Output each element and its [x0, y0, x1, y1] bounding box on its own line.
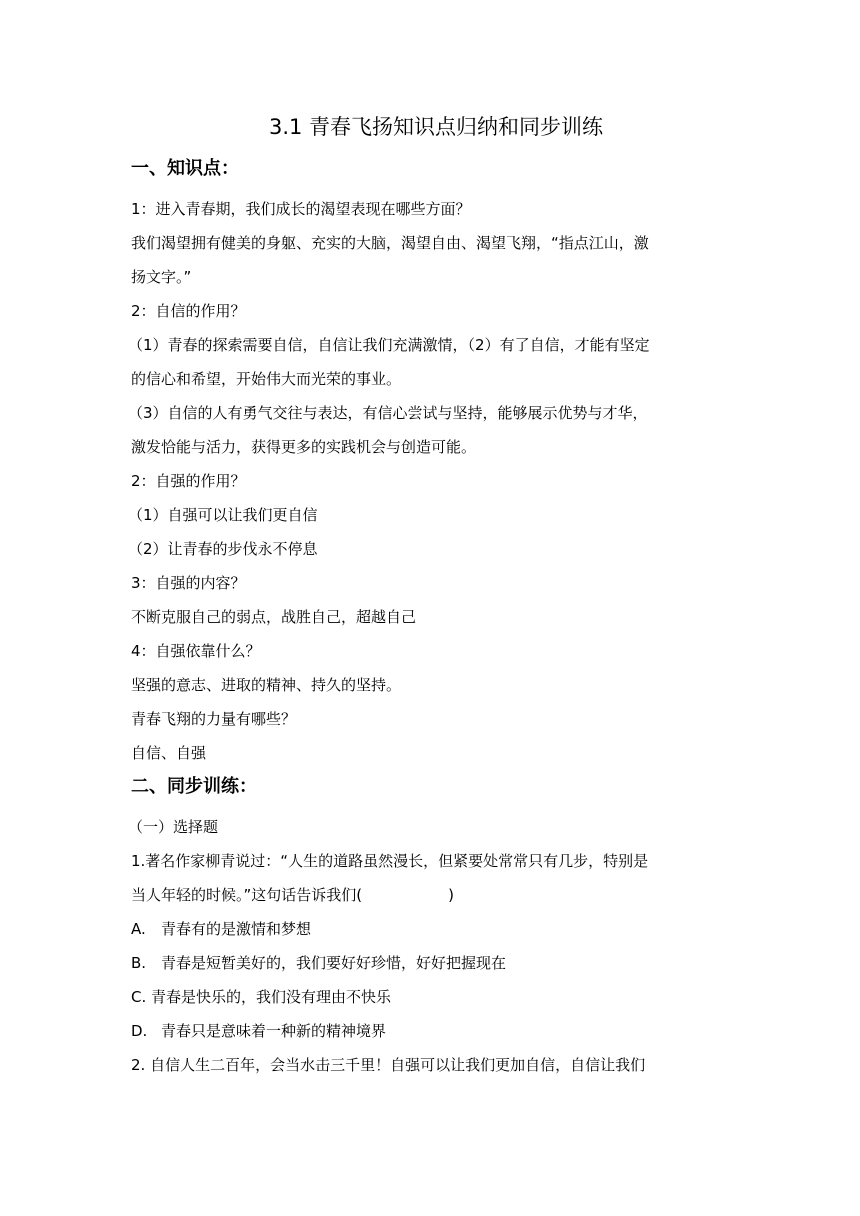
text-line: 坚强的意志、进取的精神、持久的坚持。	[131, 676, 402, 694]
option-d	[131, 1014, 741, 1048]
option-text: 青春有的是激情和梦想	[161, 920, 312, 938]
option-b	[131, 946, 741, 980]
question-text-part: )	[448, 886, 454, 904]
text-line: 1：进入青春期，我们成长的渴望表现在哪些方面？	[131, 200, 471, 218]
text-line: 2：自强的作用？	[131, 472, 246, 490]
text-line: （2）让青春的步伐永不停息	[128, 540, 318, 558]
knowledge-section	[128, 156, 741, 770]
text-line: 我们渴望拥有健美的身躯、充实的大脑，渴望自由、渴望飞翔，“指点江山，激	[131, 234, 649, 252]
question-2	[131, 1048, 741, 1082]
exercise-section	[128, 774, 741, 1082]
option-text: 青春是短暂美好的，我们要好好珍惜，好好把握现在	[161, 954, 507, 972]
question-text: 1.著名作家柳青说过：“人生的道路虽然漫长，但紧要处常常只有几步，特别是	[131, 852, 649, 870]
question-text	[131, 878, 741, 912]
question-text-part: 当人年轻的时候。”这句话告诉我们(	[131, 886, 363, 904]
section-heading-knowledge: 一、知识点：	[131, 158, 239, 179]
text-line: （1）自强可以让我们更自信	[128, 506, 318, 524]
text-line: 不断克服自己的弱点，战胜自己，超越自己	[131, 608, 417, 626]
text-line: 4：自强依靠什么？	[131, 642, 261, 660]
question-text: 2. 自信人生二百年，会当水击三千里！自强可以让我们更加自信，自信让我们	[131, 1056, 646, 1074]
text-line: 3：自强的内容？	[131, 574, 246, 592]
option-c	[131, 980, 741, 1014]
option-a	[131, 912, 741, 946]
text-line: （1）青春的探索需要自信，自信让我们充满激情，（2）有了自信，才能有坚定	[128, 336, 650, 354]
option-letter: C.	[131, 988, 147, 1006]
subsection-heading: （一）选择题	[128, 818, 219, 836]
option-letter: B.	[131, 954, 147, 972]
option-text: 青春只是意味着一种新的精神境界	[161, 1022, 387, 1040]
text-line: 自信、自强	[131, 744, 207, 762]
section-heading-exercise: 二、同步训练：	[131, 776, 257, 797]
option-letter: D.	[131, 1022, 148, 1040]
text-line: 扬文字。”	[131, 268, 192, 286]
question-1	[131, 844, 741, 1048]
text-line: 青春飞翔的力量有哪些？	[131, 710, 297, 728]
text-line: 的信心和希望，开始伟大而光荣的事业。	[131, 370, 402, 388]
document-content	[128, 112, 741, 1086]
text-line: 激发恰能与活力，获得更多的实践机会与创造可能。	[131, 438, 477, 456]
text-line: 2：自信的作用？	[131, 302, 246, 320]
document-title: 3.1 青春飞扬知识点归纳和同步训练	[268, 115, 604, 139]
text-line: （3）自信的人有勇气交往与表达，有信心尝试与坚持，能够展示优势与才华，	[128, 404, 648, 422]
option-text: 青春是快乐的，我们没有理由不快乐	[151, 988, 392, 1006]
option-letter: A.	[131, 920, 146, 938]
